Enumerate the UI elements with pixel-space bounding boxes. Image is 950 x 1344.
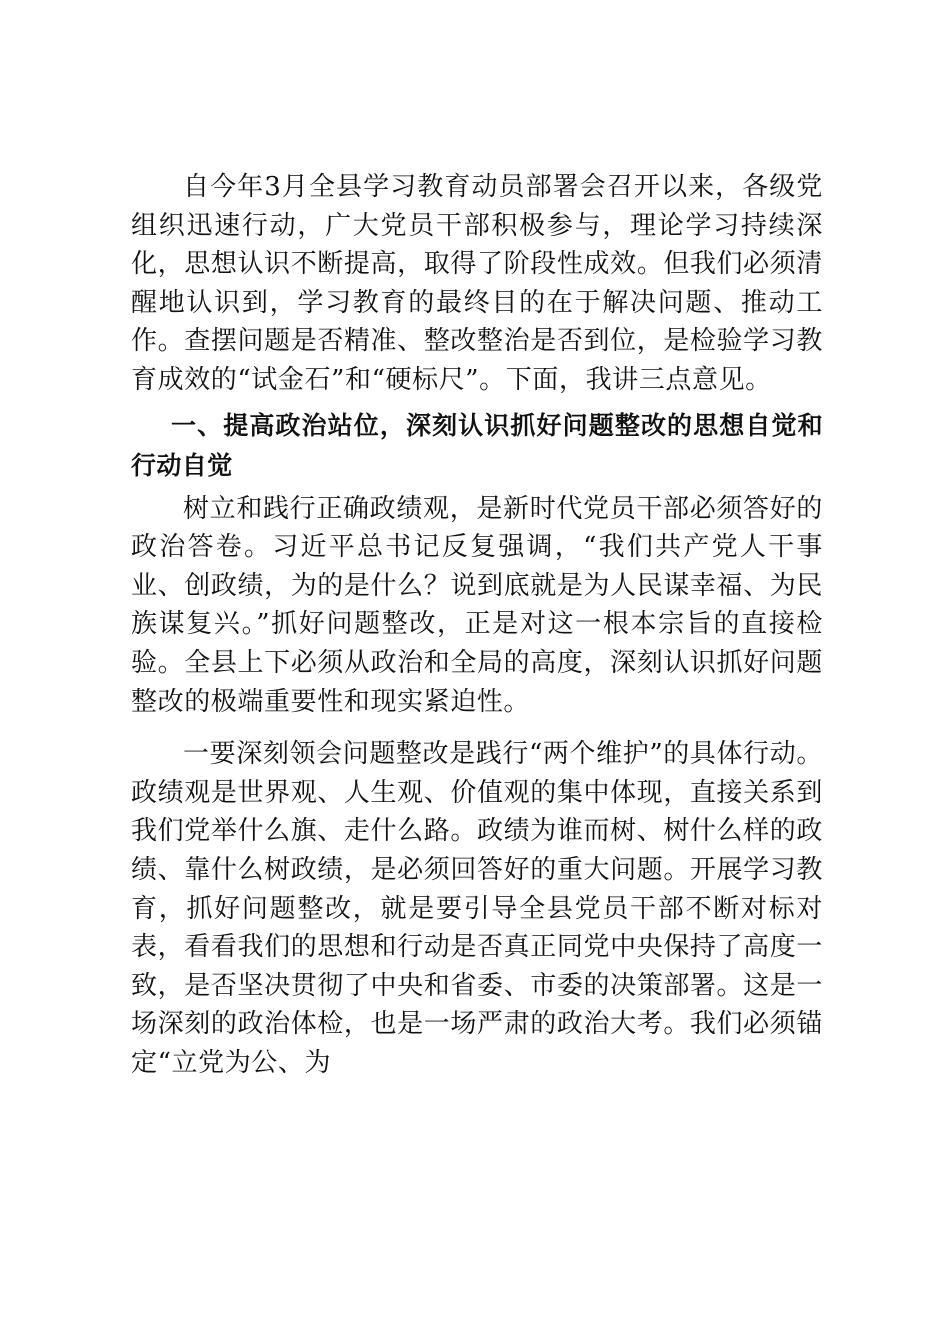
section-1-heading: 一、提高政治站位，深刻认识抓好问题整改的思想自觉和行动自觉: [131, 410, 823, 480]
section-1-body-paragraph: 树立和践行正确政绩观，是新时代党员干部必须答好的政治答卷。习近平总书记反复强调，“我们共产党人干事业、创政绩，为的是什么？说到底就是为人民谋幸福、为民族谋复兴。”抓好问题整改，正是对这一根本宗旨的直接检验。全县上下必须从政治和全局的高度，深刻认识抓好问题整改的极端重要性和现实紧迫性。: [131, 493, 823, 717]
section-1-point-1-paragraph: 一要深刻领会问题整改是践行“两个维护”的具体行动。政绩观是世界观、人生观、价值观的集中体现，直接关系到我们党举什么旗、走什么路。政绩为谁而树、树什么样的政绩、靠什么树政绩，是必须回答好的重大问题。开展学习教育，抓好问题整改，就是要引导全县党员干部不断对标对表，看看我们的思想和行动是否真正同党中央保持了高度一致，是否坚决贯彻了中央和省委、市委的决策部署。这是一场深刻的政治体检，也是一场严肃的政治大考。我们必须锚定“立党为公、为: [131, 739, 823, 1078]
document-body: [131, 168, 823, 1082]
intro-paragraph: 自今年3月全县学习教育动员部署会召开以来，各级党组织迅速行动，广大党员干部积极参与，理论学习持续深化，思想认识不断提高，取得了阶段性成效。但我们必须清醒地认识到，学习教育的最终目的在于解决问题、推动工作。查摆问题是否精准、整改整治是否到位，是检验学习教育成效的“试金石”和“硬标尺”。下面，我讲三点意见。: [131, 172, 823, 395]
